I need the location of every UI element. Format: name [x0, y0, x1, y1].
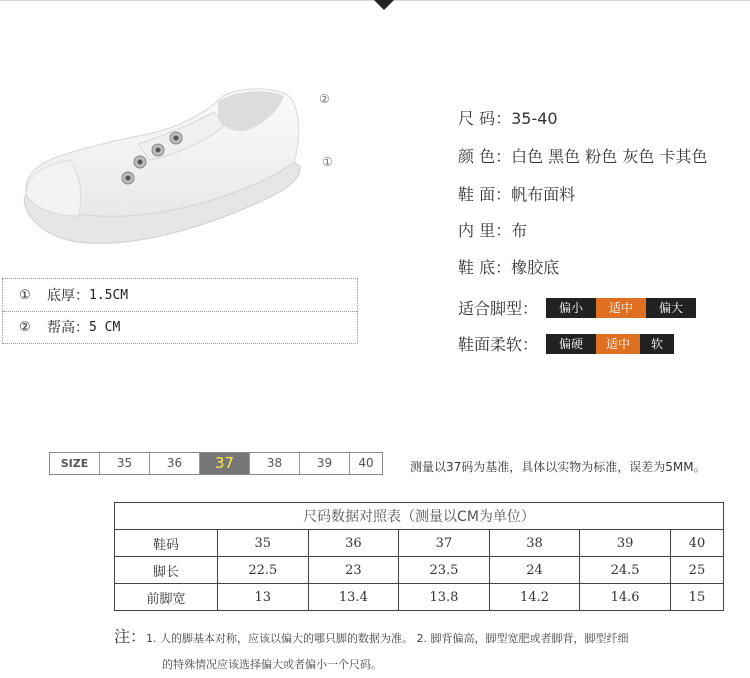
table-row [115, 530, 724, 557]
rating-softness [458, 332, 674, 355]
spec-value: ：帆布面料 [495, 185, 576, 204]
spec-upper [458, 182, 575, 205]
table-title: 尺码数据对照表（测量以CM为单位） [115, 503, 724, 530]
table-cell: 38 [489, 530, 580, 557]
table-cell: 13.8 [399, 584, 490, 611]
spec-color [458, 144, 707, 167]
spec-sole [458, 255, 559, 278]
table-cell: 13 [218, 584, 309, 611]
shoe-image [18, 82, 308, 252]
table-cell: 39 [580, 530, 671, 557]
rating-scale [546, 334, 674, 354]
size-option[interactable]: 36 [150, 453, 200, 474]
spec-key: 颜 色 [458, 147, 496, 166]
table-row [115, 584, 724, 611]
rating-scale [546, 298, 696, 318]
size-option[interactable]: 38 [250, 453, 300, 474]
spec-key: 尺 码 [458, 109, 496, 128]
rating-option: 软 [640, 334, 674, 354]
measurement-number: ② [19, 319, 31, 335]
row-header: 脚长 [115, 557, 218, 584]
notes-line: 的特殊情况应该选择偏大或者偏小一个尺码。 [162, 658, 382, 671]
rating-option: 偏大 [646, 298, 696, 318]
notes-text: 1. 人的脚基本对称，应该以偏大的哪只脚的数据为准。 2. 脚背偏高，脚型宽肥或者脚背，脚型纤细 [146, 632, 629, 645]
spec-lining [458, 218, 527, 241]
table-cell: 22.5 [218, 557, 309, 584]
rating-label: 适合脚型： [458, 299, 539, 318]
table-row [115, 557, 724, 584]
spec-key: 鞋 底 [458, 258, 496, 277]
callout-height: ② [319, 92, 330, 106]
table-cell: 37 [399, 530, 490, 557]
table-cell: 40 [670, 530, 723, 557]
rating-label: 鞋面柔软： [458, 335, 539, 354]
spec-key: 内 里 [458, 221, 496, 240]
table-cell: 24 [489, 557, 580, 584]
table-title-row [115, 503, 724, 530]
rating-option: 偏硬 [546, 334, 596, 354]
rating-fit [458, 296, 696, 319]
spec-size [458, 106, 558, 129]
table-cell: 23.5 [399, 557, 490, 584]
size-option[interactable]: 40 [358, 456, 374, 470]
size-label: SIZE [50, 453, 100, 474]
row-header: 前脚宽 [115, 584, 218, 611]
measurement-box [2, 278, 358, 344]
notes [114, 624, 629, 678]
notes-line [114, 624, 629, 652]
table-cell: 36 [308, 530, 399, 557]
rating-option: 偏小 [546, 298, 596, 318]
measurement-note: 测量以37码为基准，具体以实物为标准，误差为5MM。 [410, 460, 706, 474]
spec-value: ：布 [495, 221, 528, 240]
row-header: 鞋码 [115, 530, 218, 557]
table-cell: 35 [218, 530, 309, 557]
size-selector [49, 452, 383, 475]
size-chart-table [114, 502, 724, 611]
table-cell: 14.2 [489, 584, 580, 611]
table-cell: 14.6 [580, 584, 671, 611]
size-option-selected[interactable]: 37 [200, 453, 250, 474]
table-cell: 15 [670, 584, 723, 611]
callout-sole: ① [322, 155, 333, 169]
rating-option-selected: 适中 [596, 334, 640, 354]
rating-option-selected: 适中 [596, 298, 646, 318]
table-cell: 23 [308, 557, 399, 584]
measurement-value: 1.5CM [89, 287, 129, 303]
size-option[interactable]: 35 [100, 453, 150, 474]
measurement-label: 帮高： [47, 320, 89, 336]
table-cell: 25 [670, 557, 723, 584]
section-caret-icon [374, 0, 394, 10]
measurement-row [3, 279, 357, 312]
measurement-row [3, 311, 357, 343]
table-cell: 13.4 [308, 584, 399, 611]
table-cell: 24.5 [580, 557, 671, 584]
measurement-number: ① [19, 287, 31, 303]
spec-value: ：橡胶底 [495, 258, 560, 277]
measurement-value: 5 CM [89, 319, 121, 335]
notes-prefix: 注： [114, 627, 147, 646]
size-option[interactable]: 39 [300, 453, 350, 474]
measurement-label: 底厚： [47, 288, 89, 304]
spec-value: ：白色 黑色 粉色 灰色 卡其色 [495, 147, 708, 166]
spec-key: 鞋 面 [458, 185, 496, 204]
spec-value: ：35-40 [495, 109, 558, 128]
